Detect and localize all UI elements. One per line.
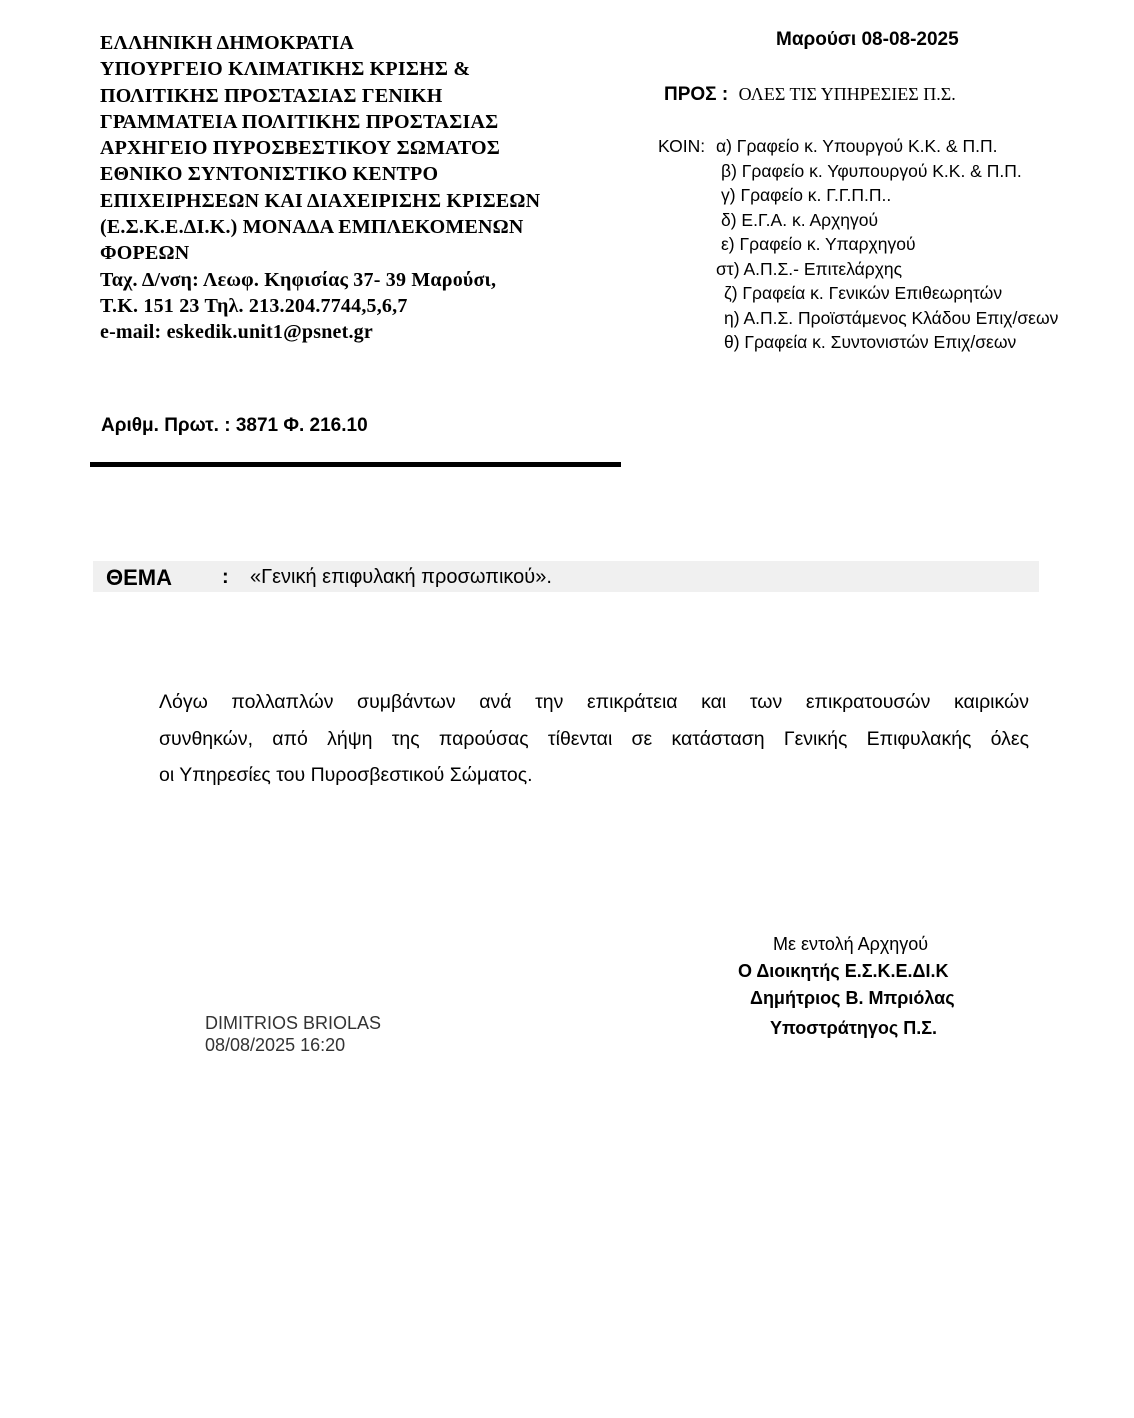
digital-signature-datetime: 08/08/2025 16:20: [205, 1035, 346, 1055]
protocol-number: Αριθμ. Πρωτ. : 3871 Φ. 216.10: [101, 415, 368, 436]
signature-authority: Με εντολή Αρχηγού: [773, 934, 929, 954]
cc-item: δ) Ε.Γ.Α. κ. Αρχηγού: [721, 209, 879, 230]
body-line: οι Υπηρεσίες του Πυροσβεστικού Σώματος.: [159, 764, 533, 786]
recipient-line: [664, 84, 956, 106]
sender-line: ΕΘΝΙΚΟ ΣΥΝΤΟΝΙΣΤΙΚΟ ΚΕΝΤΡΟ: [100, 163, 439, 186]
sender-line: (Ε.Σ.Κ.Ε.ΔΙ.Κ.) ΜΟΝΑΔΑ ΕΜΠΛΕΚΟΜΕΝΩΝ: [100, 216, 524, 239]
cc-item: α) Γραφείο κ. Υπουργού Κ.Κ. & Π.Π.: [716, 136, 998, 156]
cc-item: η) Α.Π.Σ. Προϊστάμενος Κλάδου Επιχ/σεων: [724, 307, 1059, 328]
sender-line: ΦΟΡΕΩΝ: [100, 242, 190, 265]
document-date: Μαρούσι 08-08-2025: [776, 29, 959, 50]
subject-colon: :: [222, 566, 229, 588]
sender-address: Ταχ. Δ/νση: Λεωφ. Κηφισίας 37- 39 Μαρούσι,: [100, 268, 497, 291]
cc-item: ζ) Γραφεία κ. Γενικών Επιθεωρητών: [724, 283, 1003, 303]
subject-text: «Γενική επιφυλακή προσωπικού».: [250, 566, 552, 588]
sender-block: [100, 30, 620, 346]
sender-postal-phone: Τ.Κ. 151 23 Τηλ. 213.204.7744,5,6,7: [100, 294, 408, 317]
body-text: [159, 684, 1029, 794]
cc-item: στ) Α.Π.Σ.- Επιτελάρχης: [716, 258, 903, 279]
body-line: συνθηκών, από λήψη της παρούσας τίθενται σε κατάσταση Γενικής Επιφυλακής όλες: [159, 727, 1029, 750]
divider: [90, 462, 621, 467]
recipient-label: ΠΡΟΣ :: [664, 84, 729, 105]
sender-line: ΑΡΧΗΓΕΙΟ ΠΥΡΟΣΒΕΣΤΙΚΟΥ ΣΩΜΑΤΟΣ: [100, 137, 501, 160]
body-line: Λόγω πολλαπλών συμβάντων ανά την επικράτεια και των επικρατουσών καιρικών: [159, 691, 1029, 713]
cc-label: ΚΟΙΝ:: [658, 136, 706, 156]
sender-line: ΕΛΛΗΝΙΚΗ ΔΗΜΟΚΡΑΤΙΑ: [100, 32, 355, 54]
digital-signature-name: DIMITRIOS BRIOLAS: [205, 1013, 382, 1033]
signature-title: Ο Διοικητής Ε.Σ.Κ.Ε.ΔΙ.Κ: [738, 961, 949, 981]
sender-line: ΠΟΛΙΤΙΚΗΣ ΠΡΟΣΤΑΣΙΑΣ ΓΕΝΙΚΗ: [100, 84, 443, 107]
signature-name: Δημήτριος Β. Μπριόλας: [750, 988, 955, 1008]
sender-email: e-mail: eskedik.unit1@psnet.gr: [100, 321, 373, 344]
subject-bar: [93, 561, 1039, 592]
cc-item: β) Γραφείο κ. Υφυπουργού Κ.Κ. & Π.Π.: [721, 160, 1022, 181]
sender-line: ΓΡΑΜΜΑΤΕΙΑ ΠΟΛΙΤΙΚΗΣ ΠΡΟΣΤΑΣΙΑΣ: [100, 110, 499, 133]
signature-rank: Υποστράτηγος Π.Σ.: [770, 1018, 938, 1038]
cc-item: γ) Γραφείο κ. Γ.Γ.Π.Π..: [721, 185, 892, 205]
recipient-value: ΟΛΕΣ ΤΙΣ ΥΠΗΡΕΣΙΕΣ Π.Σ.: [738, 84, 956, 104]
subject-label: ΘΕΜΑ: [106, 565, 172, 590]
cc-item: θ) Γραφεία κ. Συντονιστών Επιχ/σεων: [724, 332, 1017, 352]
digital-signature: [205, 1012, 381, 1056]
cc-item: ε) Γραφείο κ. Υπαρχηγού: [721, 234, 916, 254]
sender-line: ΕΠΙΧΕΙΡΗΣΕΩΝ ΚΑΙ ΔΙΑΧΕΙΡΙΣΗΣ ΚΡΙΣΕΩΝ: [100, 189, 541, 212]
sender-line: ΥΠΟΥΡΓΕΙΟ ΚΛΙΜΑΤΙΚΗΣ ΚΡΙΣΗΣ &: [100, 58, 471, 81]
